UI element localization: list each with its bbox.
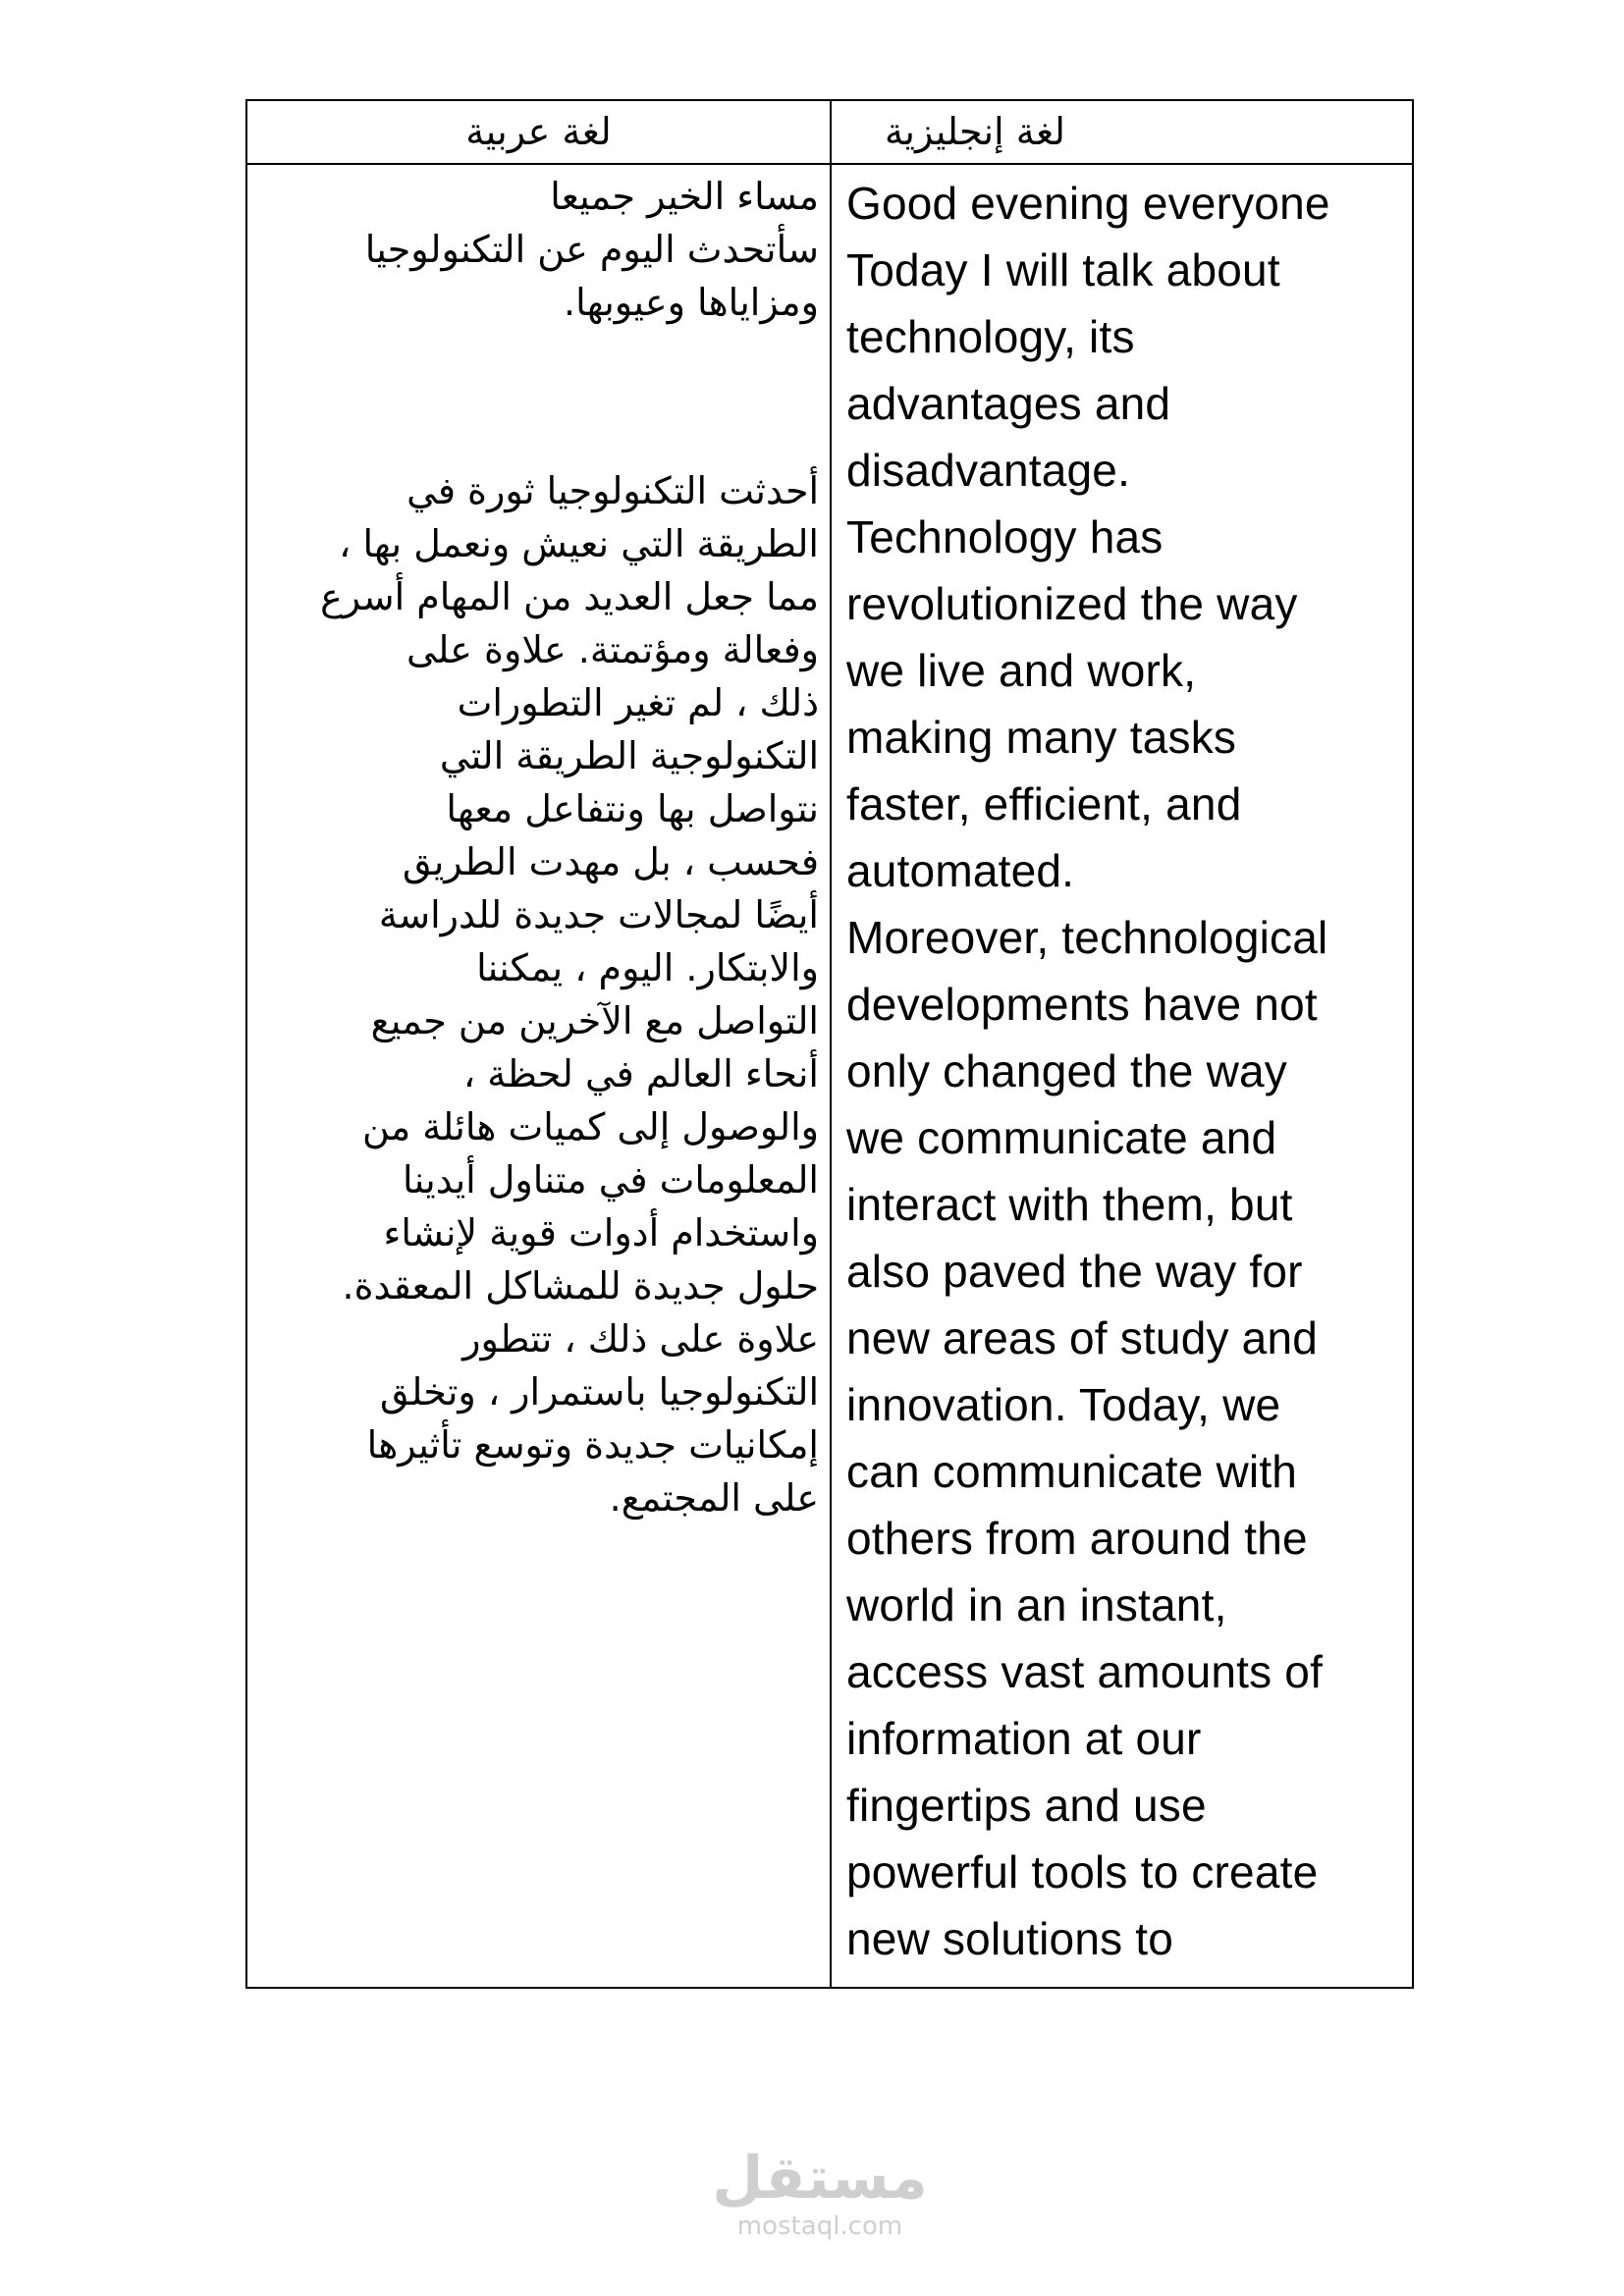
- arabic-line: نتواصل بها ونتفاعل معها: [446, 787, 819, 830]
- english-line: others from around the: [846, 1513, 1308, 1564]
- arabic-text-cell: [257, 170, 819, 1524]
- arabic-line: مما جعل العديد من المهام أسرع: [320, 575, 819, 618]
- english-line: faster, efficient, and: [846, 778, 1242, 829]
- arabic-line: الطريقة التي نعيش ونعمل بها ،: [339, 522, 819, 565]
- english-line: innovation. Today, we: [846, 1379, 1281, 1430]
- arabic-line: أنحاء العالم في لحظة ،: [462, 1052, 819, 1095]
- english-line: interact with them, but: [846, 1179, 1293, 1230]
- english-line: only changed the way: [846, 1045, 1287, 1096]
- english-line: Technology has: [846, 511, 1164, 562]
- mostaql-watermark: [707, 2145, 933, 2241]
- header-arabic: لغة عربية: [465, 110, 612, 153]
- english-line: also paved the way for: [846, 1246, 1303, 1297]
- arabic-line: المعلومات في متناول أيدينا: [403, 1158, 819, 1201]
- header-english: لغة إنجليزية: [885, 110, 1065, 153]
- column-divider: [830, 101, 832, 1987]
- english-line: revolutionized the way: [846, 578, 1298, 629]
- arabic-line: فحسب ، بل مهدت الطريق: [403, 840, 819, 883]
- arabic-line: وفعالة ومؤتمتة. علاوة على: [406, 628, 819, 671]
- header-divider: [247, 163, 1412, 165]
- english-line: fingertips and use: [846, 1780, 1207, 1831]
- english-line: can communicate with: [846, 1446, 1298, 1497]
- english-line: Moreover, technological: [846, 912, 1328, 963]
- english-line: Good evening everyone: [846, 178, 1330, 229]
- arabic-line: إمكانيات جديدة وتوسع تأثيرها: [366, 1423, 819, 1467]
- arabic-line: والوصول إلى كميات هائلة من: [361, 1105, 819, 1148]
- english-line: new areas of study and: [846, 1312, 1319, 1363]
- english-line: powerful tools to create: [846, 1846, 1319, 1897]
- arabic-body: [257, 464, 819, 1524]
- english-line: disadvantage.: [846, 445, 1131, 496]
- english-line: Today I will talk about: [846, 244, 1280, 295]
- english-line: information at our: [846, 1713, 1202, 1764]
- watermark-url: mostaql.com: [736, 2212, 903, 2241]
- arabic-line: ومزاياها وعيوبها.: [564, 281, 819, 324]
- english-line: we live and work,: [846, 645, 1197, 696]
- english-line: we communicate and: [846, 1112, 1277, 1163]
- english-text-cell: [846, 170, 1416, 1972]
- arabic-line: أيضًا لمجالات جديدة للدراسة: [378, 893, 819, 936]
- bilingual-table: [245, 99, 1414, 1989]
- english-line: advantages and: [846, 378, 1171, 429]
- arabic-line: علاوة على ذلك ، تتطور: [462, 1317, 819, 1361]
- arabic-line: واستخدام أدوات قوية لإنشاء: [383, 1211, 819, 1255]
- english-line: access vast amounts of: [846, 1646, 1324, 1697]
- paragraph-gap: [257, 329, 819, 464]
- english-line: world in an instant,: [846, 1579, 1227, 1630]
- english-line: technology, its: [846, 311, 1135, 362]
- arabic-line: حلول جديدة للمشاكل المعقدة.: [342, 1264, 819, 1308]
- english-line: developments have not: [846, 979, 1318, 1030]
- arabic-line: مساء الخير جميعا: [550, 175, 819, 218]
- arabic-line: سأتحدث اليوم عن التكنولوجيا: [364, 228, 819, 271]
- watermark-logo: مستقل: [712, 2144, 928, 2213]
- arabic-line: التواصل مع الآخرين من جميع: [370, 999, 819, 1042]
- english-line: new solutions to: [846, 1913, 1174, 1964]
- english-line: automated.: [846, 845, 1075, 896]
- english-line: making many tasks: [846, 712, 1237, 763]
- arabic-line: والابتكار. اليوم ، يمكننا: [476, 946, 819, 989]
- arabic-line: التكنولوجيا باستمرار ، وتخلق: [380, 1370, 819, 1414]
- arabic-line: ذلك ، لم تغير التطورات: [457, 681, 819, 724]
- arabic-line: التكنولوجية الطريقة التي: [439, 734, 819, 777]
- arabic-line: أحدثت التكنولوجيا ثورة في: [406, 469, 819, 512]
- arabic-intro: [257, 170, 819, 329]
- arabic-line: على المجتمع.: [609, 1476, 819, 1520]
